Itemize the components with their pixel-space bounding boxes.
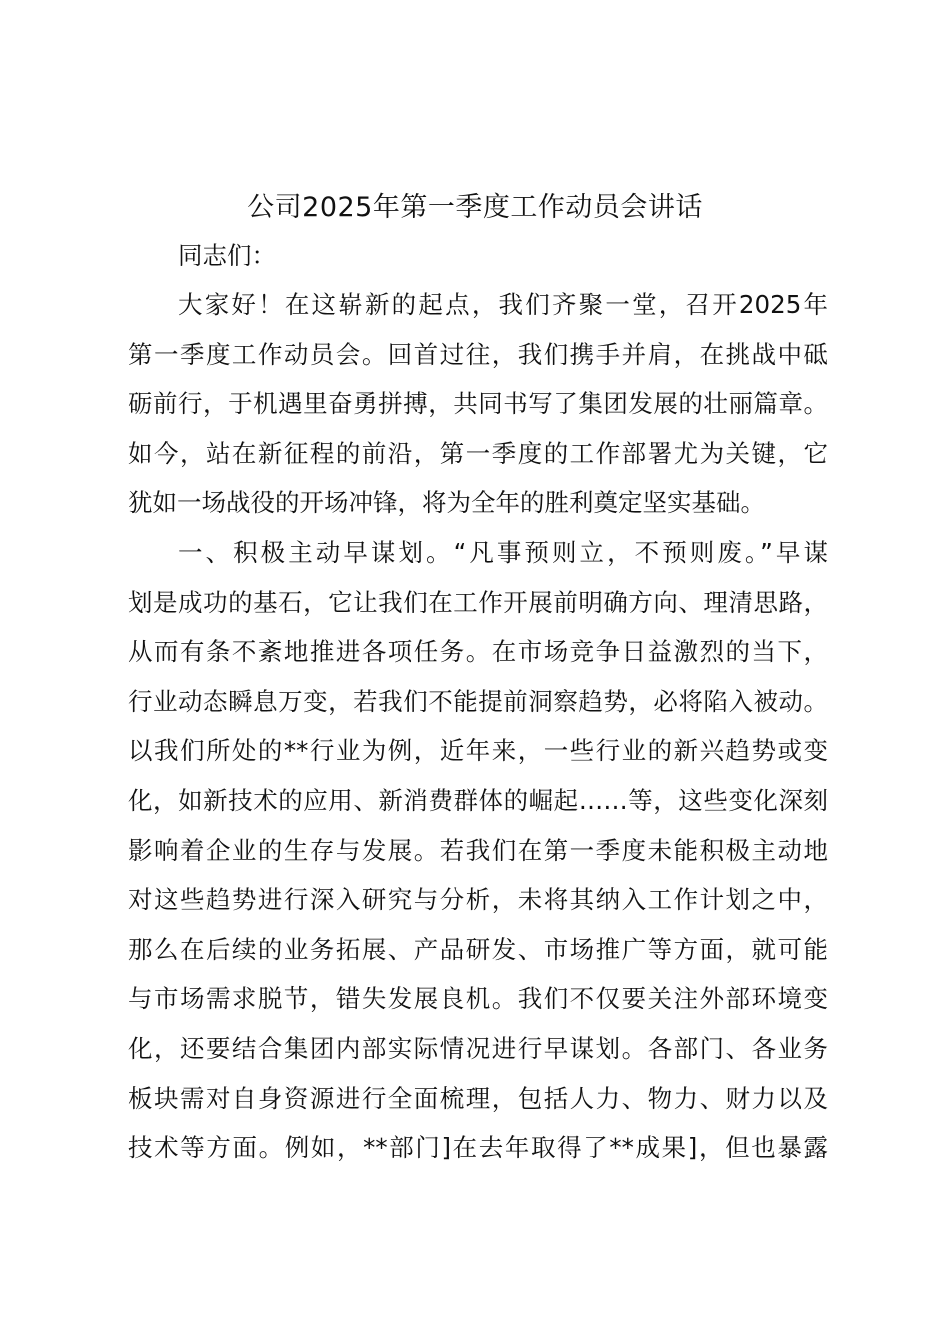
text-line: 划是成功的基石，它让我们在工作开展前明确方向、理清思路， xyxy=(128,587,828,617)
text-line: 影响着企业的生存与发展。若我们在第一季度未能积极主动地 xyxy=(128,835,828,865)
text-line: 从而有条不紊地推进各项任务。在市场竞争日益激烈的当下， xyxy=(128,637,828,667)
text-line: 化，如新技术的应用、新消费群体的崛起……等，这些变化深刻 xyxy=(128,785,828,815)
text-line: 以我们所处的**行业为例，近年来，一些行业的新兴趋势或变 xyxy=(128,736,828,766)
paragraph-opening xyxy=(128,280,828,528)
greeting: 同志们： xyxy=(178,241,276,270)
text-line: 那么在后续的业务拓展、产品研发、市场推广等方面，就可能 xyxy=(128,934,828,964)
text-line: 板块需对自身资源进行全面梳理，包括人力、物力、财力以及 xyxy=(128,1083,828,1113)
paragraph-section-one xyxy=(128,528,828,1173)
text-line: 犹如一场战役的开场冲锋，将为全年的胜利奠定坚实基础。 xyxy=(128,488,765,518)
text-line: 大家好！在这崭新的起点，我们齐聚一堂，召开2025年 xyxy=(178,290,828,319)
text-line: 砺前行，于机遇里奋勇拼搏，共同书写了集团发展的壮丽篇章。 xyxy=(128,389,828,419)
text-line: 行业动态瞬息万变，若我们不能提前洞察趋势，必将陷入被动。 xyxy=(128,686,828,716)
text-line: 对这些趋势进行深入研究与分析，未将其纳入工作计划之中， xyxy=(128,885,828,915)
text-line: 如今，站在新征程的前沿，第一季度的工作部署尤为关键，它 xyxy=(128,438,828,468)
text-line: 一、积极主动早谋划。“凡事预则立，不预则废。”早谋 xyxy=(178,538,828,567)
text-line: 与市场需求脱节，错失发展良机。我们不仅要关注外部环境变 xyxy=(128,984,828,1014)
text-line: 化，还要结合集团内部实际情况进行早谋划。各部门、各业务 xyxy=(128,1033,828,1063)
document-title: 公司2025年第一季度工作动员会讲话 xyxy=(247,192,703,223)
text-line: 技术等方面。例如，**部门]在去年取得了**成果]，但也暴露 xyxy=(128,1133,828,1163)
text-line: 第一季度工作动员会。回首过往，我们携手并肩，在挑战中砥 xyxy=(128,339,828,369)
